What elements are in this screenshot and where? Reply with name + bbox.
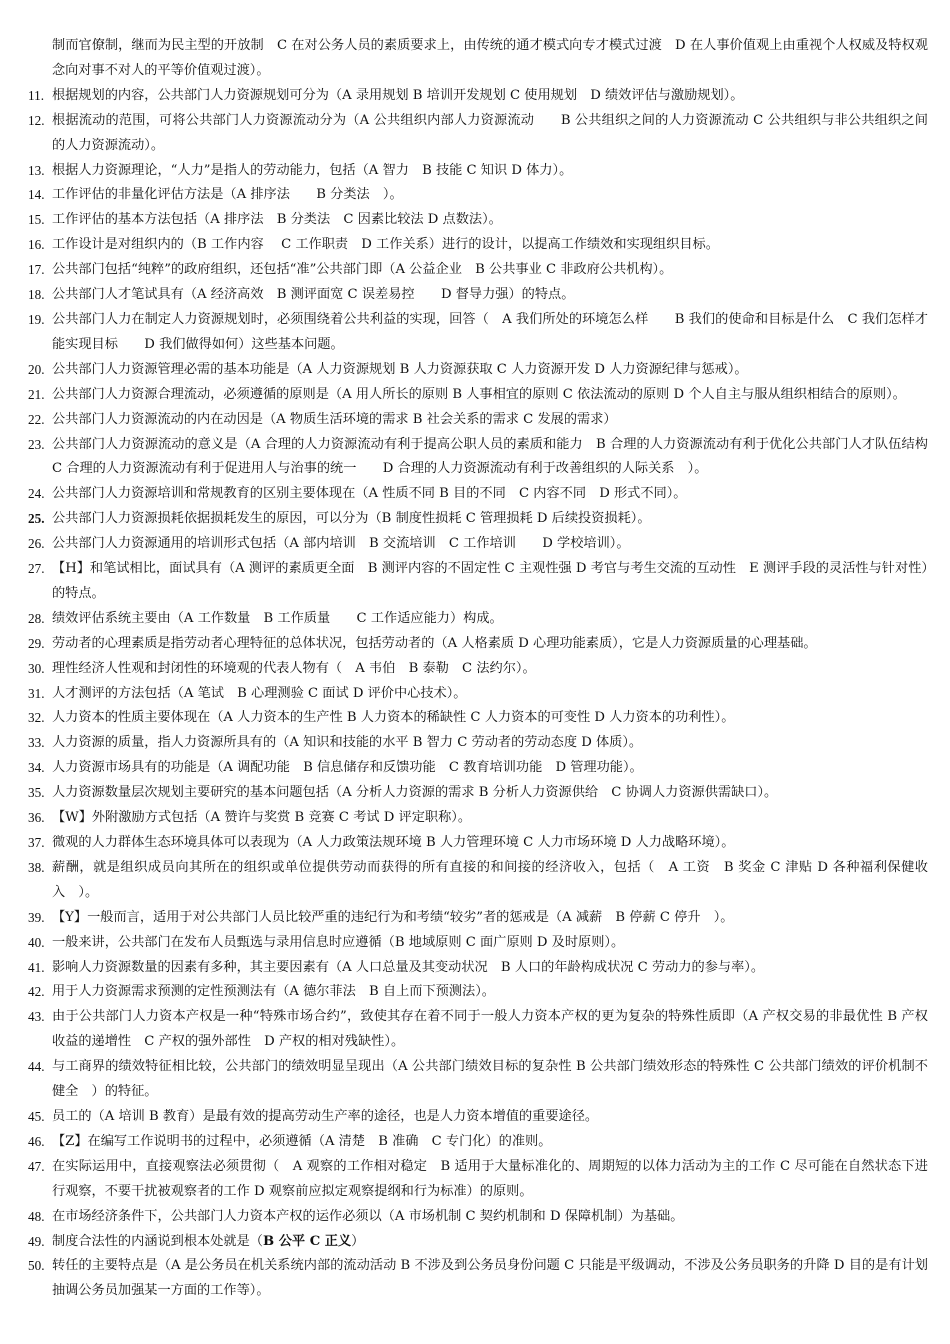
question-item — [28, 706, 928, 731]
question-body: 公共部门人力资源通用的培训形式包括（A 部内培训 B 交流培训 C 工作培训 D 学校培训）。 — [52, 536, 630, 552]
question-number: 23. — [28, 436, 45, 452]
question-number: 16. — [28, 237, 45, 253]
question-item — [28, 383, 928, 408]
question-item — [28, 956, 928, 981]
question-text — [52, 632, 928, 657]
question-item — [28, 258, 928, 283]
question-item — [28, 557, 928, 607]
question-text — [52, 557, 928, 607]
question-number: 12. — [28, 112, 45, 128]
question-text — [52, 682, 928, 707]
question-text — [52, 408, 928, 433]
question-item — [28, 756, 928, 781]
question-item — [28, 482, 928, 507]
question-text — [52, 657, 928, 682]
question-item — [28, 906, 928, 931]
question-text — [52, 756, 928, 781]
question-number: 30. — [28, 660, 45, 676]
question-text — [52, 1155, 928, 1205]
question-number: 50. — [28, 1258, 45, 1274]
question-number: 41. — [28, 959, 45, 975]
question-text — [52, 258, 928, 283]
question-item — [28, 1005, 928, 1055]
question-text — [52, 383, 928, 408]
question-body: 【H】和笔试相比，面试具有（A 测评的素质更全面 B 测评内容的不固定性 C 主观性强 D 考官与考生交流的互动性 E 测评手段的灵活性与针对性）的特点。 — [52, 561, 928, 601]
question-body: 薪酬，就是组织成员向其所在的组织或单位提供劳动而获得的所有直接的和间接的经济收入，包括（ A 工资 B 奖金 C 津贴 D 各种福利保健收入 ）。 — [52, 859, 928, 900]
question-body: 转任的主要特点是（A 是公务员在机关系统内部的流动活动 B 不涉及到公务员身份问题 C 只能是平级调动，不涉及公务员职务的升降 D 目的是有计划抽调公务员加强某一方面的工作等）。 — [52, 1258, 928, 1299]
question-body: 理性经济人性观和封闭性的环境观的代表人物有（ A 韦伯 B 泰勒 C 法约尔）。 — [52, 660, 536, 676]
question-number: 29. — [28, 635, 45, 651]
question-number: 13. — [28, 162, 45, 178]
question-item — [28, 1254, 928, 1304]
question-item — [28, 159, 928, 184]
question-body: 公共部门人力资源培训和常规教育的区别主要体现在（A 性质不同 B 目的不同 C 内容不同 D 形式不同）。 — [52, 486, 687, 502]
question-number: 28. — [28, 610, 45, 626]
question-text — [52, 358, 928, 383]
question-item — [28, 208, 928, 233]
question-tail: ） — [351, 1233, 365, 1249]
question-text — [52, 906, 928, 931]
question-body: 绩效评估系统主要由（A 工作数量 B 工作质量 C 工作适应能力）构成。 — [52, 610, 503, 626]
question-item — [28, 84, 928, 109]
question-item — [28, 980, 928, 1005]
question-item — [28, 183, 928, 208]
question-body: 一般来讲，公共部门在发布人员甄选与录用信息时应遵循（B 地域原则 C 面广原则 D 及时原则）。 — [52, 934, 625, 950]
question-body: 影响人力资源数量的因素有多种，其主要因素有（A 人口总量及其变动状况 B 人口的年龄构成状况 C 劳动力的参与率）。 — [52, 959, 765, 975]
question-text — [52, 1254, 928, 1304]
question-text — [52, 831, 928, 856]
question-text — [52, 1205, 928, 1230]
question-item — [28, 657, 928, 682]
question-text — [52, 283, 928, 308]
question-body: 与工商界的绩效特征相比较，公共部门的绩效明显呈现出（A 公共部门绩效目标的复杂性 B 公共部门绩效形态的特殊性 C 公共部门绩效的评价机制不健全 ）的特征。 — [52, 1059, 928, 1100]
question-item — [28, 283, 928, 308]
question-number: 27. — [28, 561, 45, 577]
question-number: 44. — [28, 1059, 45, 1075]
question-body: 公共部门人力资源流动的意义是（A 合理的人力资源流动有利于提高公职人员的素质和能力 B 合理的人力资源流动有利于优化公共部门人才队伍结构 C 合理的人力资源流动有利于促进用人与治事的统一 D 合理的人力资源流动有利于改善组织的人际关系 ）。 — [52, 436, 928, 477]
question-item — [28, 358, 928, 383]
question-body: 人力资本的性质主要体现在（A 人力资本的生产性 B 人力资本的稀缺性 C 人力资本的可变性 D 人力资本的功利性）。 — [52, 710, 735, 726]
question-item — [28, 931, 928, 956]
question-number: 19. — [28, 311, 45, 327]
question-number: 24. — [28, 486, 45, 502]
question-item — [28, 1130, 928, 1155]
question-list — [28, 84, 928, 1304]
question-number: 34. — [28, 760, 45, 776]
question-text — [52, 308, 928, 358]
question-number: 38. — [28, 859, 45, 875]
question-number: 32. — [28, 710, 45, 726]
question-body: 根据人力资源理论，“人力”是指人的劳动能力，包括（A 智力 B 技能 C 知识 D 体力）。 — [52, 162, 573, 178]
question-number: 25. — [28, 511, 45, 527]
question-body: 由于公共部门人力资本产权是一种“特殊市场合约”，致使其存在着不同于一般人力资本产权的更为复杂的特殊性质即（A 产权交易的非最优性 B 产权收益的递增性 C 产权的强外部性 D 产权的相对残缺性）。 — [52, 1009, 928, 1050]
question-item — [28, 806, 928, 831]
question-number: 15. — [28, 212, 45, 228]
question-number: 37. — [28, 835, 45, 850]
question-body: 制度合法性的内涵说到根本处就是（ — [52, 1233, 263, 1249]
question-item — [28, 831, 928, 856]
question-item — [28, 1105, 928, 1130]
question-body: 在实际运用中，直接观察法必须贯彻（ A 观察的工作相对稳定 B 适用于大量标准化的、周期短的以体力活动为主的工作 C 尽可能在自然状态下进行观察，不要干扰被观察者的工作 D 观察前应拟定观察提纲和行为标准）的原则。 — [52, 1158, 928, 1199]
question-number: 36. — [28, 810, 45, 826]
question-text — [52, 931, 928, 956]
question-item — [28, 1230, 928, 1255]
question-text — [52, 1055, 928, 1105]
question-item — [28, 682, 928, 707]
question-number: 21. — [28, 386, 45, 402]
question-item — [28, 1055, 928, 1105]
question-text — [52, 706, 928, 731]
question-number: 17. — [28, 262, 45, 278]
question-body: 员工的（A 培训 B 教育）是最有效的提高劳动生产率的途径，也是人力资本增值的重要途径。 — [52, 1108, 599, 1124]
question-text — [52, 482, 928, 507]
question-item — [28, 632, 928, 657]
question-item — [28, 532, 928, 557]
question-item — [28, 308, 928, 358]
question-body: 工作设计是对组织内的（B 工作内容 C 工作职责 D 工作关系）进行的设计，以提高工作绩效和实现组织目标。 — [52, 237, 719, 253]
question-body: 用于人力资源需求预测的定性预测法有（A 德尔菲法 B 自上而下预测法）。 — [52, 984, 495, 1000]
question-body: 人才测评的方法包括（A 笔试 B 心理测验 C 面试 D 评价中心技术）。 — [52, 685, 467, 701]
question-number: 45. — [28, 1108, 45, 1124]
question-body: 工作评估的基本方法包括（A 排序法 B 分类法 C 因素比较法 D 点数法）。 — [52, 212, 502, 228]
question-number: 42. — [28, 984, 45, 1000]
question-number: 20. — [28, 361, 45, 377]
question-number: 49. — [28, 1233, 45, 1249]
question-item — [28, 856, 928, 906]
question-body: 公共部门人力资源管理必需的基本功能是（A 人力资源规划 B 人力资源获取 C 人力资源开发 D 人力资源纪律与惩戒）。 — [52, 361, 748, 377]
question-number: 39. — [28, 909, 45, 925]
question-text — [52, 532, 928, 557]
question-number: 11. — [28, 87, 44, 103]
question-text — [52, 1230, 928, 1255]
question-item — [28, 1205, 928, 1230]
question-text — [52, 507, 928, 532]
question-item — [28, 109, 928, 159]
question-body: 公共部门人力资源流动的内在动因是（A 物质生活环境的需求 B 社会关系的需求 C 发展的需求） — [52, 411, 617, 427]
question-item — [28, 433, 928, 483]
question-body: 在市场经济条件下，公共部门人力资本产权的运作必须以（A 市场机制 C 契约机制和 D 保障机制）为基础。 — [52, 1208, 684, 1224]
question-number: 14. — [28, 187, 45, 203]
question-number: 46. — [28, 1133, 45, 1149]
question-text — [52, 731, 928, 756]
question-item — [28, 233, 928, 258]
question-number: 26. — [28, 536, 45, 552]
question-text — [52, 980, 928, 1005]
question-item — [28, 1155, 928, 1205]
question-text — [52, 433, 928, 483]
question-item — [28, 507, 928, 532]
question-item — [28, 607, 928, 632]
question-text — [52, 806, 928, 831]
question-body: 人力资源的质量，指人力资源所具有的（A 知识和技能的水平 B 智力 C 劳动者的劳动态度 D 体质）。 — [52, 735, 643, 751]
question-body: 公共部门包括“纯粹”的政府组织，还包括“准”公共部门即（A 公益企业 B 公共事业 C 非政府公共机构）。 — [52, 262, 673, 278]
question-item — [28, 781, 928, 806]
question-number: 40. — [28, 934, 45, 950]
bold-answer: B 公平 C 正义 — [263, 1233, 352, 1249]
question-number: 48. — [28, 1208, 45, 1224]
question-item — [28, 408, 928, 433]
question-number: 31. — [28, 685, 45, 701]
question-text — [52, 781, 928, 806]
question-number: 18. — [28, 287, 45, 303]
question-text — [52, 208, 928, 233]
question-number: 47. — [28, 1158, 45, 1174]
question-text — [52, 1105, 928, 1130]
question-text — [52, 233, 928, 258]
question-text — [52, 956, 928, 981]
continuation-text: 制而官僚制，继而为民主型的开放制 C 在对公务人员的素质要求上，由传统的通才模式向专才模式过渡 D 在人事价值观上由重视个人权威及特权观念向对事不对人的平等价值观过渡）。 — [52, 38, 928, 78]
question-body: 【Z】在编写工作说明书的过程中，必须遵循（A 清楚 B 准确 C 专门化）的准则。 — [52, 1133, 552, 1149]
question-text — [52, 856, 928, 906]
question-body: 根据规划的内容，公共部门人力资源规划可分为（A 录用规划 B 培训开发规划 C 使用规划 D 绩效评估与激励规划）。 — [52, 87, 744, 103]
question-text — [52, 109, 928, 159]
question-body: 根据流动的范围，可将公共部门人力资源流动分为（A 公共组织内部人力资源流动 B 公共组织之间的人力资源流动 C 公共组织与非公共组织之间的人力资源流动）。 — [52, 112, 928, 153]
question-text — [52, 183, 928, 208]
question-body: 【W】外附激励方式包括（A 赞许与奖赏 B 竞赛 C 考试 D 评定职称）。 — [52, 810, 472, 826]
question-body: 公共部门人力在制定人力资源规划时，必须围绕着公共利益的实现，回答（ A 我们所处的环境怎么样 B 我们的使命和目标是什么 C 我们怎样才能实现目标 D 我们做得如何）这些基本问题。 — [52, 311, 928, 352]
question-body: 工作评估的非量化评估方法是（A 排序法 B 分类法 ）。 — [52, 187, 403, 203]
question-number: 33. — [28, 735, 45, 751]
question-text — [52, 159, 928, 184]
question-body: 劳动者的心理素质是指劳动者心理特征的总体状况，包括劳动者的（A 人格素质 D 心理功能素质），它是人力资源质量的心理基础。 — [52, 635, 817, 651]
question-body: 公共部门人力资源损耗依据损耗发生的原因，可以分为（B 制度性损耗 C 管理损耗 D 后续投资损耗）。 — [52, 511, 651, 527]
question-body: 【Y】一般而言，适用于对公共部门人员比较严重的违纪行为和考绩“较劣”者的惩戒是（A 减薪 B 停薪 C 停升 ）。 — [52, 909, 734, 925]
question-body: 微观的人力群体生态环境具体可以表现为（A 人力政策法规环境 B 人力管理环境 C 人力市场环境 D 人力战略环境）。 — [52, 835, 735, 850]
question-number: 22. — [28, 411, 45, 427]
question-number: 35. — [28, 785, 45, 801]
question-item — [28, 731, 928, 756]
question-body: 人力资源数量层次规划主要研究的基本问题包括（A 分析人力资源的需求 B 分析人力资源供给 C 协调人力资源供需缺口）。 — [52, 785, 778, 801]
question-text — [52, 84, 928, 109]
question-text — [52, 607, 928, 632]
question-body: 公共部门人才笔试具有（A 经济高效 B 测评面宽 C 误差易控 D 督导力强）的特点。 — [52, 287, 575, 303]
question-text — [52, 1130, 928, 1155]
question-number: 43. — [28, 1009, 45, 1025]
question-text — [52, 1005, 928, 1055]
question-body: 公共部门人力资源合理流动，必须遵循的原则是（A 用人所长的原则 B 人事相宜的原则 C 依法流动的原则 D 个人自主与服从组织相结合的原则）。 — [52, 386, 906, 402]
question-body: 人力资源市场具有的功能是（A 调配功能 B 信息储存和反馈功能 C 教育培训功能 D 管理功能）。 — [52, 760, 643, 776]
